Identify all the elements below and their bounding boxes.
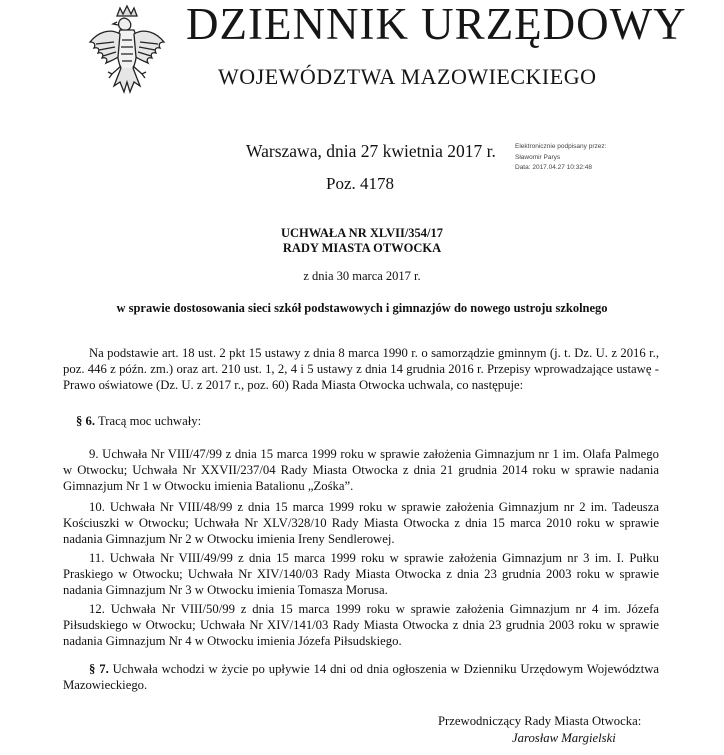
position-number: Poz. 4178 [326, 174, 394, 193]
signatory-name: Jarosław Margielski [512, 731, 616, 745]
item-9-text: 9. Uchwała Nr VIII/47/99 z dnia 15 marca 1999 roku w sprawie założenia Gimnazjum nr 1 im. Olafa Palmego w Otwocku; Uchwała Nr XXVII/237/04 Rady Miasta Otwocka z dnia 21 grudnia 2014 roku w sprawie nadania Gimnazjum Nr 1 w Otwocku imienia Batalionu „Zośka”. [63, 447, 659, 493]
section-7-label: § 7. [89, 662, 109, 676]
esignature-signer: Sławomir Parys [515, 153, 561, 161]
section-6-text: Tracą moc uchwały: [97, 414, 202, 428]
resolution-subject: w sprawie dostosowania sieci szkół podstawowych i gimnazjów do nowego ustroju szkolnego [116, 301, 608, 315]
section-7 [63, 661, 659, 693]
item-11 [63, 550, 659, 598]
esignature-label: Elektronicznie podpisany przez: [515, 143, 607, 150]
signatory-role: Przewodniczący Rady Miasta Otwocka: [438, 714, 642, 728]
journal-subtitle: WOJEWÓDZTWA MAZOWIECKIEGO [218, 64, 597, 89]
section-7-paragraph [63, 661, 659, 693]
journal-title: DZIENNIK URZĘDOWY [186, 0, 687, 49]
esignature-date: Data: 2017.04.27 10:32:48 [515, 164, 592, 171]
item-12 [63, 601, 659, 649]
item-12-text: 12. Uchwała Nr VIII/50/99 z dnia 15 marca 1999 roku w sprawie założenia Gimnazjum nr 4 im. Józefa Piłsudskiego w Otwocku; Uchwała Nr XIV/141/03 Rady Miasta Otwocka z dnia 23 grudnia 2003 roku w sprawie nadania Gimnazjum Nr 4 w Otwocku imienia Józefa Piłsudskiego. [63, 602, 659, 648]
eagle-emblem-icon [84, 2, 170, 114]
resolution-date: z dnia 30 marca 2017 r. [303, 269, 421, 283]
item-10 [63, 499, 659, 547]
section-6-label: § 6. [76, 414, 96, 428]
preamble-text: Na podstawie art. 18 ust. 2 pkt 15 ustawy z dnia 8 marca 1990 r. o samorządzie gminnym (j. t. Dz. U. z 2016 r., poz. 446 z późn. zm.) oraz art. 210 ust. 1, 2, 4 i 5 ustawy z dnia 14 grudnia 2016 r. Przepisy wprowadzające ustawę - Prawo oświatowe (Dz. U. z 2017 r., poz. 60) Rada Miasta Otwocka uchwala, co następuje: [63, 346, 659, 392]
resolution-body: RADY MIASTA OTWOCKA [282, 241, 442, 255]
item-11-text: 11. Uchwała Nr VIII/49/99 z dnia 15 marca 1999 roku w sprawie założenia Gimnazjum nr 3 im. I. Pułku Praskiego w Otwocku; Uchwała Nr XIV/140/03 Rady Miasta Otwocka z dnia 23 grudnia 2003 roku w sprawie nadania Gimnazjum Nr 3 w Otwocku imienia Tomasza Morusa. [63, 551, 659, 597]
item-10-text: 10. Uchwała Nr VIII/48/99 z dnia 15 marca 1999 roku w sprawie założenia Gimnazjum nr 2 im. Tadeusza Kościuszki w Otwocku; Uchwała Nr XLV/328/10 Rady Miasta Otwocka z dnia 15 marca 2010 roku w sprawie nadania Gimnazjum Nr 2 w Otwocku imienia Ireny Sendlerowej. [63, 500, 659, 546]
resolution-number: UCHWAŁA NR XLVII/354/17 [280, 226, 444, 240]
section-7-text: Uchwała wchodzi w życie po upływie 14 dni od dnia ogłoszenia w Dzienniku Urzędowym Województwa Mazowieckiego. [63, 662, 660, 692]
electronic-signature-stamp [515, 142, 606, 174]
preamble-paragraph [63, 345, 659, 393]
place-date: Warszawa, dnia 27 kwietnia 2017 r. [246, 141, 496, 161]
item-9 [63, 446, 659, 494]
section-6 [76, 414, 201, 429]
